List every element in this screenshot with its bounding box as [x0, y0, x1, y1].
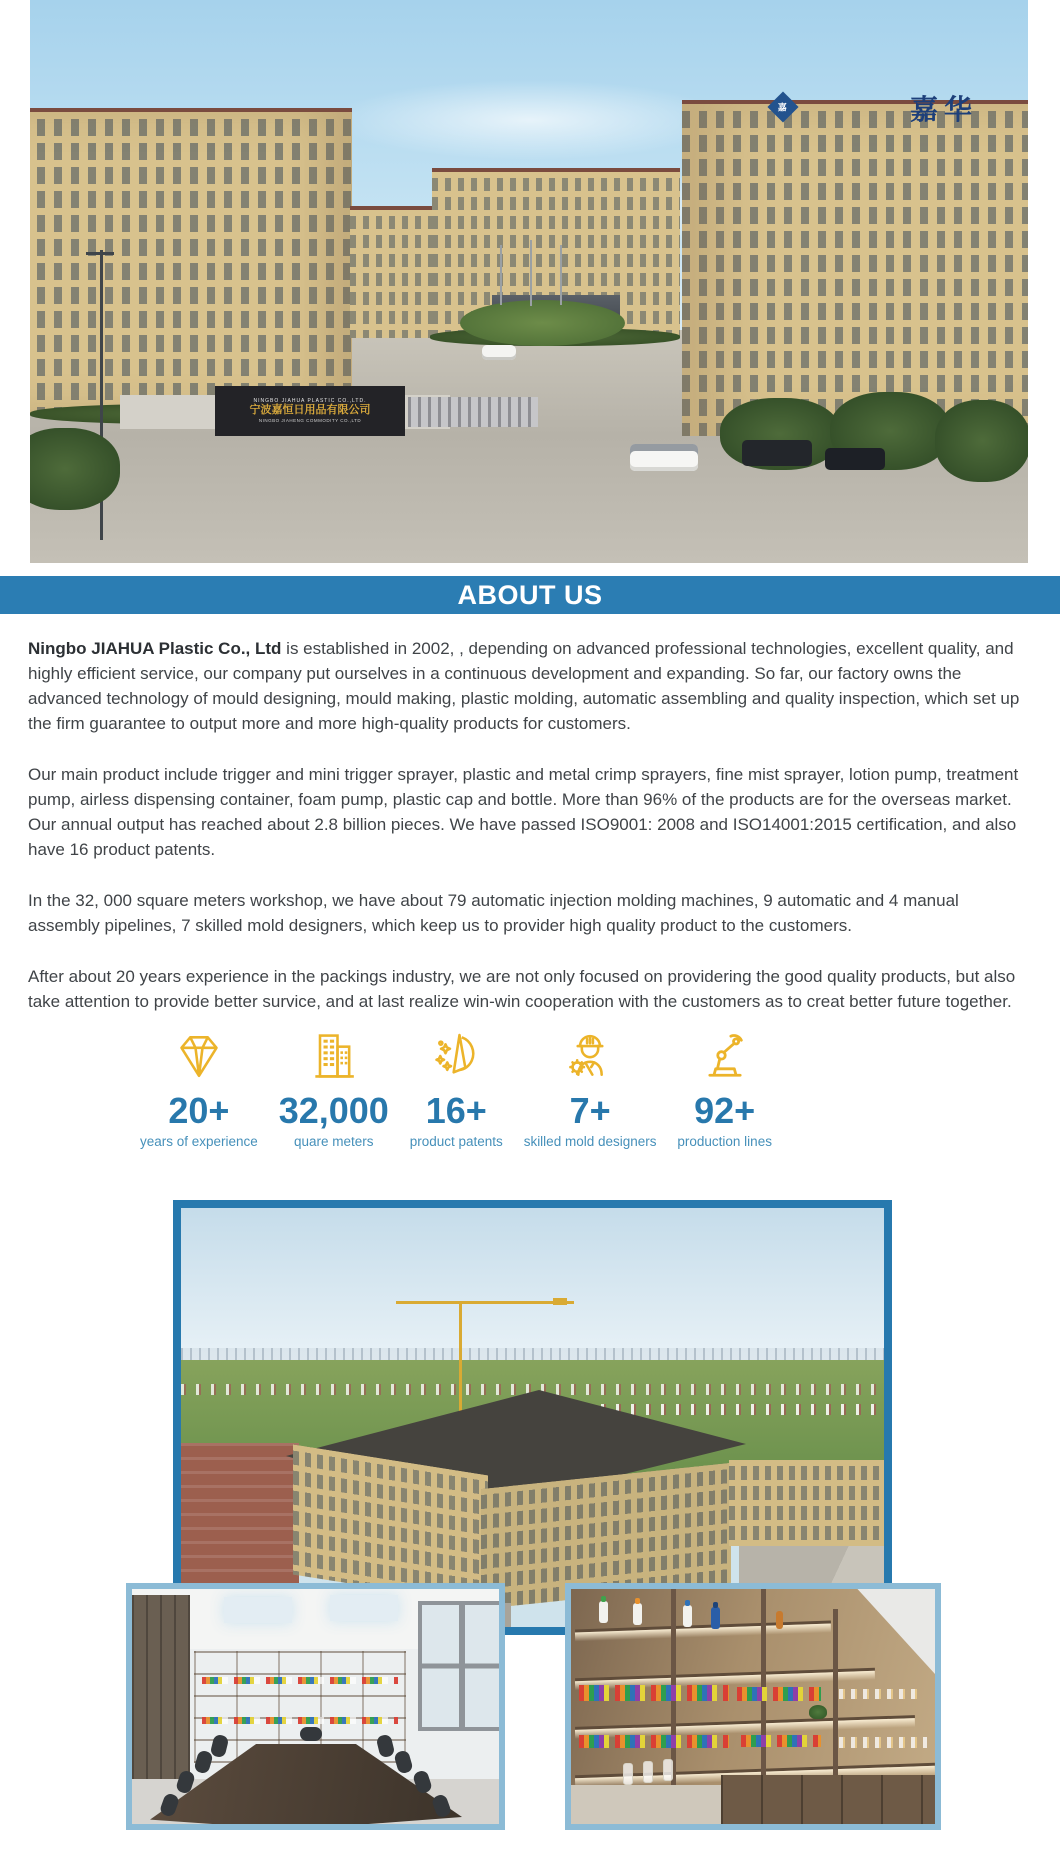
gate-sign-line1: NINGBO JIAHUA PLASTIC CO.,LTD. [253, 398, 367, 405]
courtyard-lawn [460, 300, 625, 346]
flagpole [530, 240, 532, 306]
white-products-row [839, 1689, 919, 1699]
flagpole [500, 245, 502, 305]
robot-arm-icon [697, 1024, 753, 1084]
bottle [599, 1601, 608, 1623]
about-paragraph-4: After about 20 years experience in the packings industry, we are not only focused on providering the good quality products, but also take attention to provide better survice, and at last realize win-win cooperation with the customers as to creat better future together. [28, 967, 1016, 1011]
page-title: ABOUT US [457, 579, 603, 610]
crane-counterweight [553, 1298, 567, 1305]
sliding-gate [408, 397, 538, 427]
colorful-products-row [737, 1687, 821, 1701]
clear-bottle [643, 1761, 653, 1783]
stat-label: years of experience [140, 1134, 258, 1149]
tree [935, 400, 1028, 482]
clear-bottle [623, 1763, 633, 1785]
company-name: Ningbo JIAHUA Plastic Co., Ltd [28, 639, 282, 658]
stat-product-patents [410, 1024, 503, 1149]
ceiling-light-panel [224, 1597, 292, 1623]
flagpole [560, 245, 562, 305]
about-us-banner [0, 576, 1060, 614]
colorful-products-row [741, 1735, 821, 1747]
stat-production-lines [677, 1024, 772, 1149]
stat-value: 16+ [425, 1090, 487, 1131]
about-paragraph-1: Ningbo JIAHUA Plastic Co., Ltd is established in 2002, , depending on advanced professional technologies, excellent quality, and highly efficient service, our company put ourselves in a continuous development and expanding. So far, our factory owns the advanced technology of mould designing, mould making, plastic molding, automatic assembling and quality inspection, which set up the firm guarantee to output more and more high-quality products for customers. [28, 639, 1020, 733]
stat-value: 32,000 [278, 1090, 389, 1131]
stat-mold-designers [524, 1024, 657, 1149]
gate-sign [215, 386, 405, 436]
stat-label: production lines [677, 1134, 772, 1149]
factory-building-small [729, 1460, 884, 1546]
stat-square-meters [279, 1024, 389, 1149]
about-text-section [28, 636, 1032, 1040]
crane-jib [396, 1301, 574, 1304]
diamond-icon [171, 1024, 227, 1084]
sprayer-patent-icon [428, 1024, 484, 1084]
gate-sign-line3: NINGBO JIAHENG COMMODITY CO.,LTD [258, 418, 362, 424]
factory-aerial-photo [173, 1200, 892, 1635]
hero-factory-photo [30, 0, 1028, 563]
stat-value: 7+ [569, 1090, 611, 1131]
stat-label: skilled mold designers [523, 1134, 657, 1149]
tree [30, 428, 120, 510]
lower-cabinets [721, 1775, 935, 1824]
colorful-products-row [579, 1685, 729, 1701]
rooftop-logo-icon: 嘉 [767, 91, 798, 122]
stat-value: 92+ [694, 1090, 756, 1131]
plant [809, 1705, 827, 1719]
gate-sign-line2: 宁波嘉恒日用品有限公司 [249, 404, 371, 417]
stat-value: 20+ [168, 1090, 230, 1131]
sky [181, 1208, 884, 1363]
stats-row [140, 1024, 772, 1149]
about-paragraph-3: In the 32, 000 square meters workshop, we have about 79 automatic injection molding machines, 9 automatic and 4 manual assembly pipelines, 7 skilled mold designers, which keep us to provider high quality product to the customers. [28, 891, 959, 935]
colorful-products-row [579, 1735, 729, 1748]
white-products-row [839, 1737, 927, 1748]
stat-years-experience [140, 1024, 258, 1149]
bottle [633, 1603, 642, 1625]
rooftop-logo-text: 嘉华 [910, 94, 979, 125]
window [418, 1601, 505, 1731]
chair [300, 1727, 322, 1741]
hero-building-wing [350, 206, 434, 338]
stat-label: quare meters [294, 1134, 374, 1149]
stat-label: product patents [409, 1134, 503, 1149]
meeting-room-photo [126, 1583, 505, 1830]
car-dark [825, 448, 885, 470]
hero-building-right [682, 100, 1028, 436]
bottle [776, 1611, 783, 1629]
hero-building-left [30, 108, 352, 414]
car-white-suv [630, 444, 698, 471]
cloud [330, 80, 730, 160]
clear-bottle [663, 1759, 673, 1781]
about-paragraph-2: Our main product include trigger and mini trigger sprayer, plastic and metal crimp sprayers, fine mist sprayer, lotion pump, treatment pump, airless dispensing container, foam pump, plastic cap and bottle. More than 96% of the products are for the overseas market. Our annual output has reached about 2.8 billion pieces. We have passed ISO9001: 2008 and ISO14001:2015 certification, and also have 16 product patents. [28, 765, 1019, 859]
engineer-icon [562, 1024, 618, 1084]
bottle [683, 1605, 692, 1627]
street-light-arm [86, 252, 114, 255]
showroom-photo [565, 1583, 941, 1830]
factory-building-icon [306, 1024, 362, 1084]
ceiling-light-panel [330, 1595, 398, 1621]
product-row [202, 1717, 398, 1724]
counter [571, 1785, 721, 1824]
product-row [202, 1677, 398, 1684]
car-dark [742, 440, 812, 466]
bottle [711, 1607, 720, 1629]
car-white-small [482, 345, 516, 360]
